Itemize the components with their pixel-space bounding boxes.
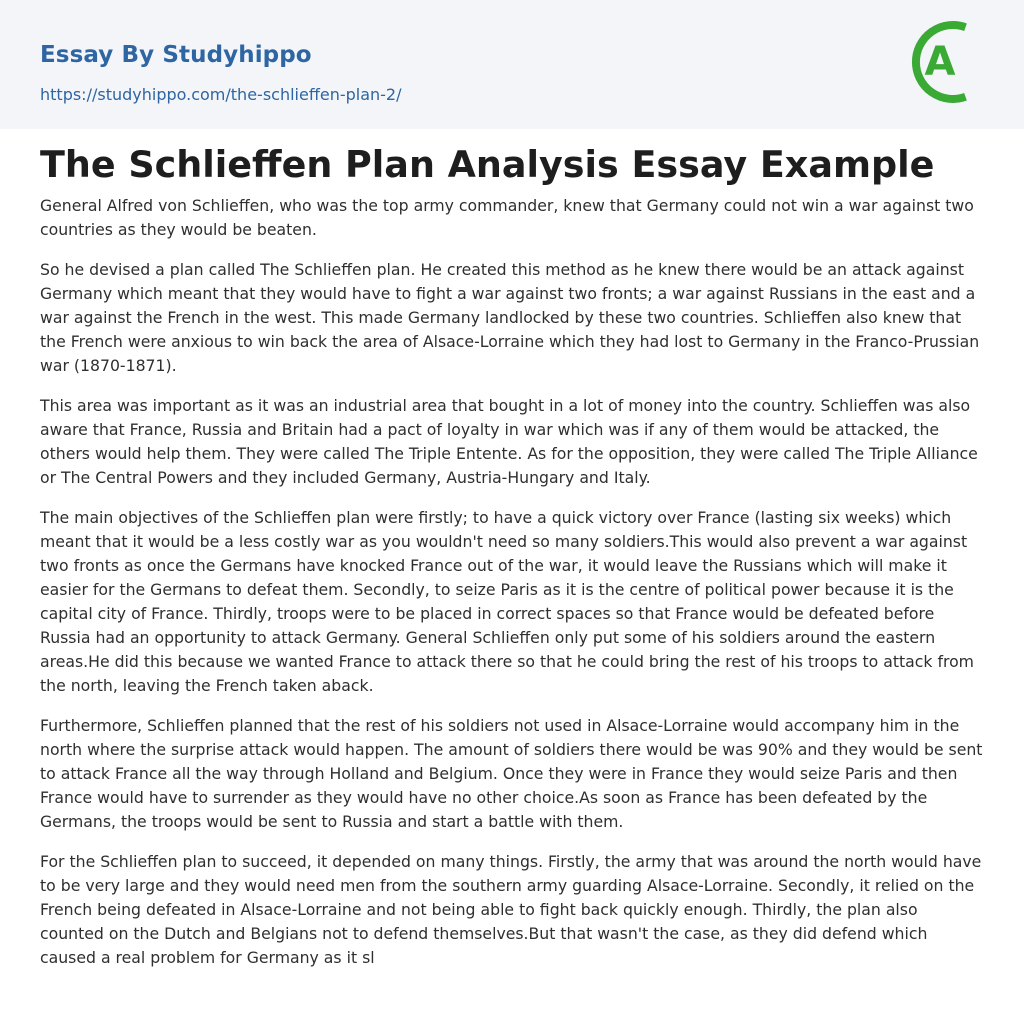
- article-paragraph: The main objectives of the Schlieffen plan were firstly; to have a quick victory over France (lasting six weeks) which meant that it would be a less costly war as you wouldn't need so many soldiers.This would also prevent a war against two fronts as once the Germans have knocked France out of the war, it would leave the Russians which will make it easier for the Germans to defeat them. Secondly, to seize Paris as it is the centre of political power because it is the capital city of France. Thirdly, troops were to be placed in correct spaces so that France would be defeated before Russia had an opportunity to attack Germany. General Schlieffen only put some of his soldiers around the eastern areas.He did this because we wanted France to attack there so that he could bring the rest of his troops to attack from the north, leaving the French taken aback.: [40, 508, 974, 695]
- page-title: The Schlieffen Plan Analysis Essay Example: [40, 143, 935, 186]
- article-paragraph: General Alfred von Schlieffen, who was the top army commander, knew that Germany could not win a war against two countries as they would be beaten.: [40, 196, 974, 239]
- article-paragraph: Furthermore, Schlieffen planned that the rest of his soldiers not used in Alsace-Lorraine would accompany him in the north where the surprise attack would happen. The amount of soldiers there would be was 90% and they would be sent to attack France all the way through Holland and Belgium. Once they were in France they would seize Paris and then France would have to surrender as they would have no other choice.As soon as France has been defeated by the Germans, the troops would be sent to Russia and start a battle with them.: [40, 716, 983, 831]
- studyhippo-logo-icon[interactable]: [910, 18, 988, 106]
- site-name[interactable]: Essay By Studyhippo: [40, 42, 312, 68]
- page-url-link[interactable]: https://studyhippo.com/the-schlieffen-plan-2/: [40, 85, 402, 104]
- article-body: [40, 194, 984, 986]
- article-paragraph: So he devised a plan called The Schlieffen plan. He created this method as he knew there would be an attack against Germany which meant that they would have to fight a war against two fronts; a war against Russians in the east and a war against the French in the west. This made Germany landlocked by these two countries. Schlieffen also knew that the French were anxious to win back the area of Alsace-Lorraine which they had lost to Germany in the Franco-Prussian war (1870-1871).: [40, 260, 980, 375]
- site-header: [0, 0, 1024, 129]
- article-paragraph: This area was important as it was an industrial area that bought in a lot of money into the country. Schlieffen was also aware that France, Russia and Britain had a pact of loyalty in war which was if any of them would be attacked, the others would help them. They were called The Triple Entente. As for the opposition, they were called The Triple Alliance or The Central Powers and they included Germany, Austria-Hungary and Italy.: [40, 396, 978, 487]
- article-paragraph: For the Schlieffen plan to succeed, it depended on many things. Firstly, the army that was around the north would have to be very large and they would need men from the southern army guarding Alsace-Lorraine. Secondly, it relied on the French being defeated in Alsace-Lorraine and not being able to fight back quickly enough. Thirdly, the plan also counted on the Dutch and Belgians not to defend themselves.But that wasn't the case, as they did defend which caused a real problem for Germany as it sl: [40, 852, 982, 967]
- logo-letter: A: [924, 39, 956, 85]
